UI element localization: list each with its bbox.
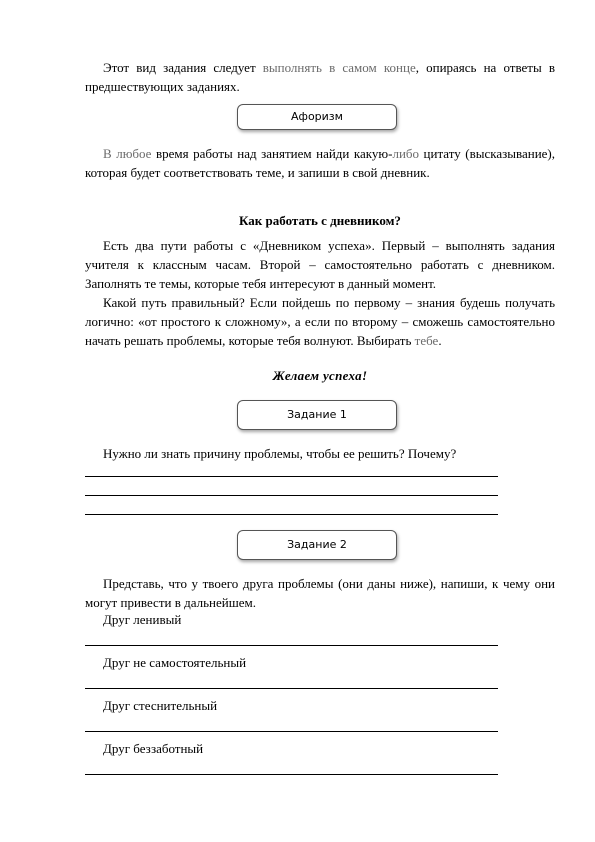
intro-text-1: Этот вид задания следует	[103, 60, 263, 75]
aphorism-text-3: время работы над занятием найди какую-	[151, 146, 393, 161]
answer-line	[85, 495, 498, 496]
intro-paragraph	[85, 58, 555, 96]
answer-line	[85, 731, 498, 732]
answer-line	[85, 774, 498, 775]
right-way-paragraph	[85, 293, 555, 350]
aphorism-text-1: В	[103, 146, 117, 161]
answer-line	[85, 476, 498, 477]
answer-line	[85, 514, 498, 515]
friend-item-carefree: Друг беззаботный	[103, 741, 204, 756]
friend-item-shy: Друг стеснительный	[103, 698, 218, 713]
ways-paragraph: Есть два пути работы с «Дневником успеха». Первый – выполнять задания учителя к классным часам. Второй – самостоятельно работать с дневником. Заполнять те темы, которые тебя интересуют в данный момент.	[85, 238, 555, 291]
right-way-text-2: тебе	[414, 333, 439, 348]
aphorism-text-5: цитату (высказывание), которая будет соответствовать теме, и запиши в свой дневник.	[85, 146, 556, 180]
task2-box: Задание 2	[237, 530, 397, 560]
aphorism-box: Афоризм	[237, 104, 397, 130]
intro-text-3: , опираясь на ответы в предшествующих заданиях.	[85, 60, 555, 94]
wish-text: Желаем успеха!	[272, 368, 368, 383]
answer-line	[85, 688, 498, 689]
answer-line	[85, 645, 498, 646]
friend-item-dependent: Друг не самостоятельный	[103, 655, 247, 670]
task1-question: Нужно ли знать причину проблемы, чтобы ее решить? Почему?	[103, 446, 457, 461]
right-way-text-3: .	[438, 333, 442, 348]
task1-box: Задание 1	[237, 400, 397, 430]
aphorism-instruction	[85, 144, 555, 182]
right-way-text-1: Какой путь правильный? Если пойдешь по первому – знания будешь получать логично: «от простого к сложному», а если по второму – сможешь самостоятельно начать решать проблемы, которые тебя волнуют. Выбирать	[85, 295, 555, 348]
friend-item-lazy: Друг ленивый	[103, 612, 182, 627]
aphorism-text-2: любое	[116, 146, 152, 161]
heading-how-to-work: Как работать с дневником?	[239, 213, 401, 228]
task2-text: Представь, что у твоего друга проблемы (они даны ниже), напиши, к чему они могут привести в дальнейшем.	[85, 576, 555, 610]
aphorism-text-4: либо	[392, 146, 420, 161]
intro-text-2: выполнять в самом конце	[262, 60, 416, 75]
